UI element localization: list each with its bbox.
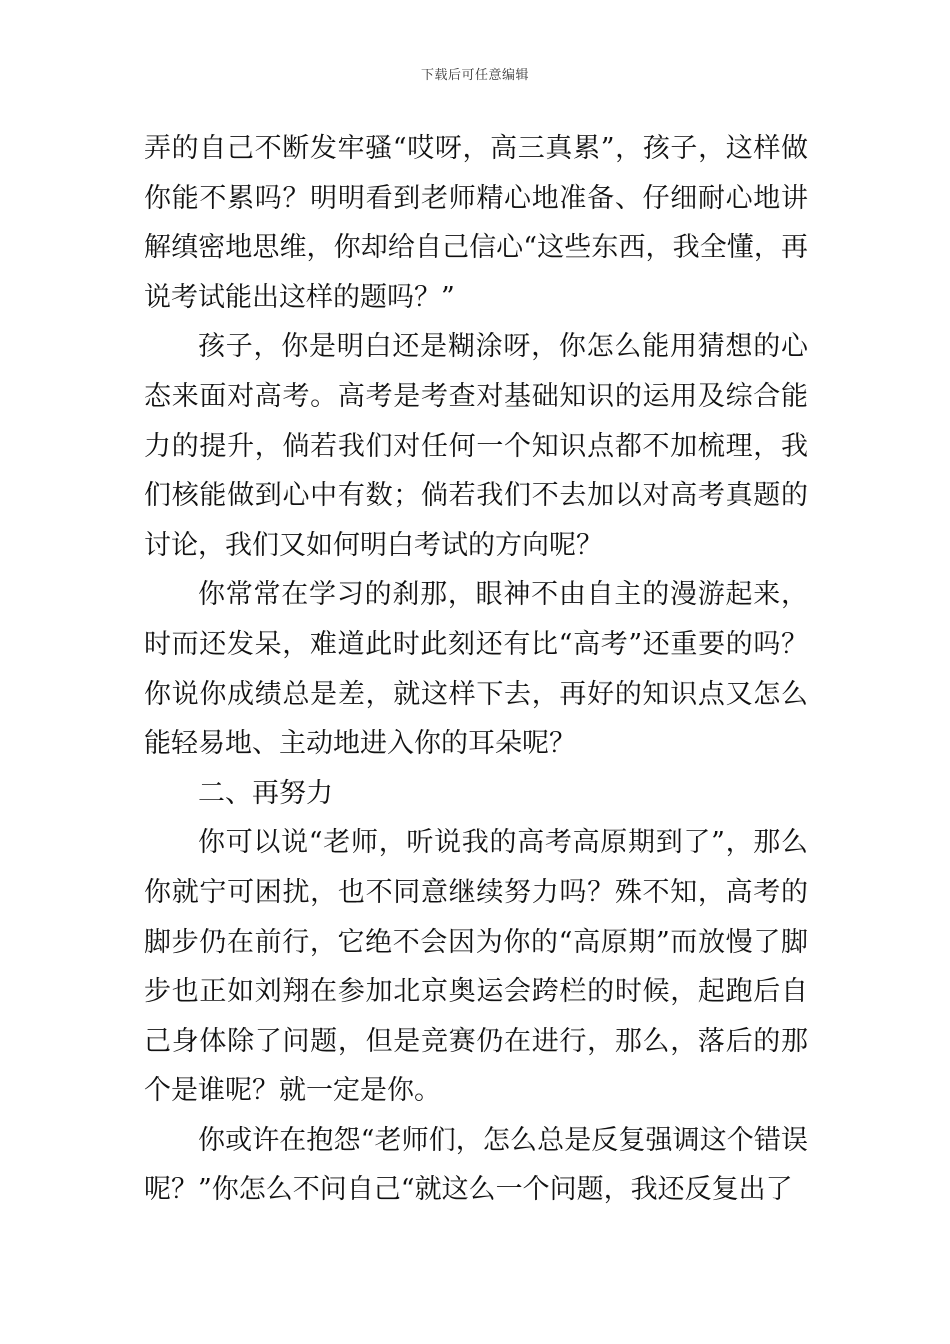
document-body <box>144 124 808 1215</box>
paragraph: 弄的自己不断发牢骚“哎呀，高三真累”，孩子，这样做你能不累吗？明明看到老师精心地准备、仔细耐心地讲解缜密地思维，你却给自己信心“这些东西，我全懂，再说考试能出这样的题吗？” <box>144 133 808 313</box>
paragraph: 你或许在抱怨“老师们，怎么总是反复强调这个错误呢？”你怎么不问自己“就这么一个问题，我还反复出了 <box>144 1124 808 1206</box>
section-heading: 二、再努力 <box>198 777 333 809</box>
paragraph: 孩子，你是明白还是糊涂呀，你怎么能用猜想的心态来面对高考。高考是考查对基础知识的运用及综合能力的提升，倘若我们对任何一个知识点都不加梳理，我们核能做到心中有数；倘若我们不去加以对高考真题的讨论，我们又如何明白考试的方向呢？ <box>144 331 808 561</box>
paragraph: 你常常在学习的刹那，眼神不由自主的漫游起来，时而还发呆，难道此时此刻还有比“高考”还重要的吗？你说你成绩总是差，就这样下去，再好的知识点又怎么能轻易地、主动地进入你的耳朵呢？ <box>144 579 808 760</box>
page-header: 下载后可任意编辑 <box>420 68 529 83</box>
paragraph: 你可以说“老师，听说我的高考高原期到了”，那么你就宁可困扰，也不同意继续努力吗？殊不知，高考的脚步仍在前行，它绝不会因为你的“高原期”而放慢了脚步也正如刘翔在参加北京奥运会跨栏的时候，起跑后自己身体除了问题，但是竞赛仍在进行，那么，落后的那个是谁呢？就一定是你。 <box>144 827 808 1107</box>
